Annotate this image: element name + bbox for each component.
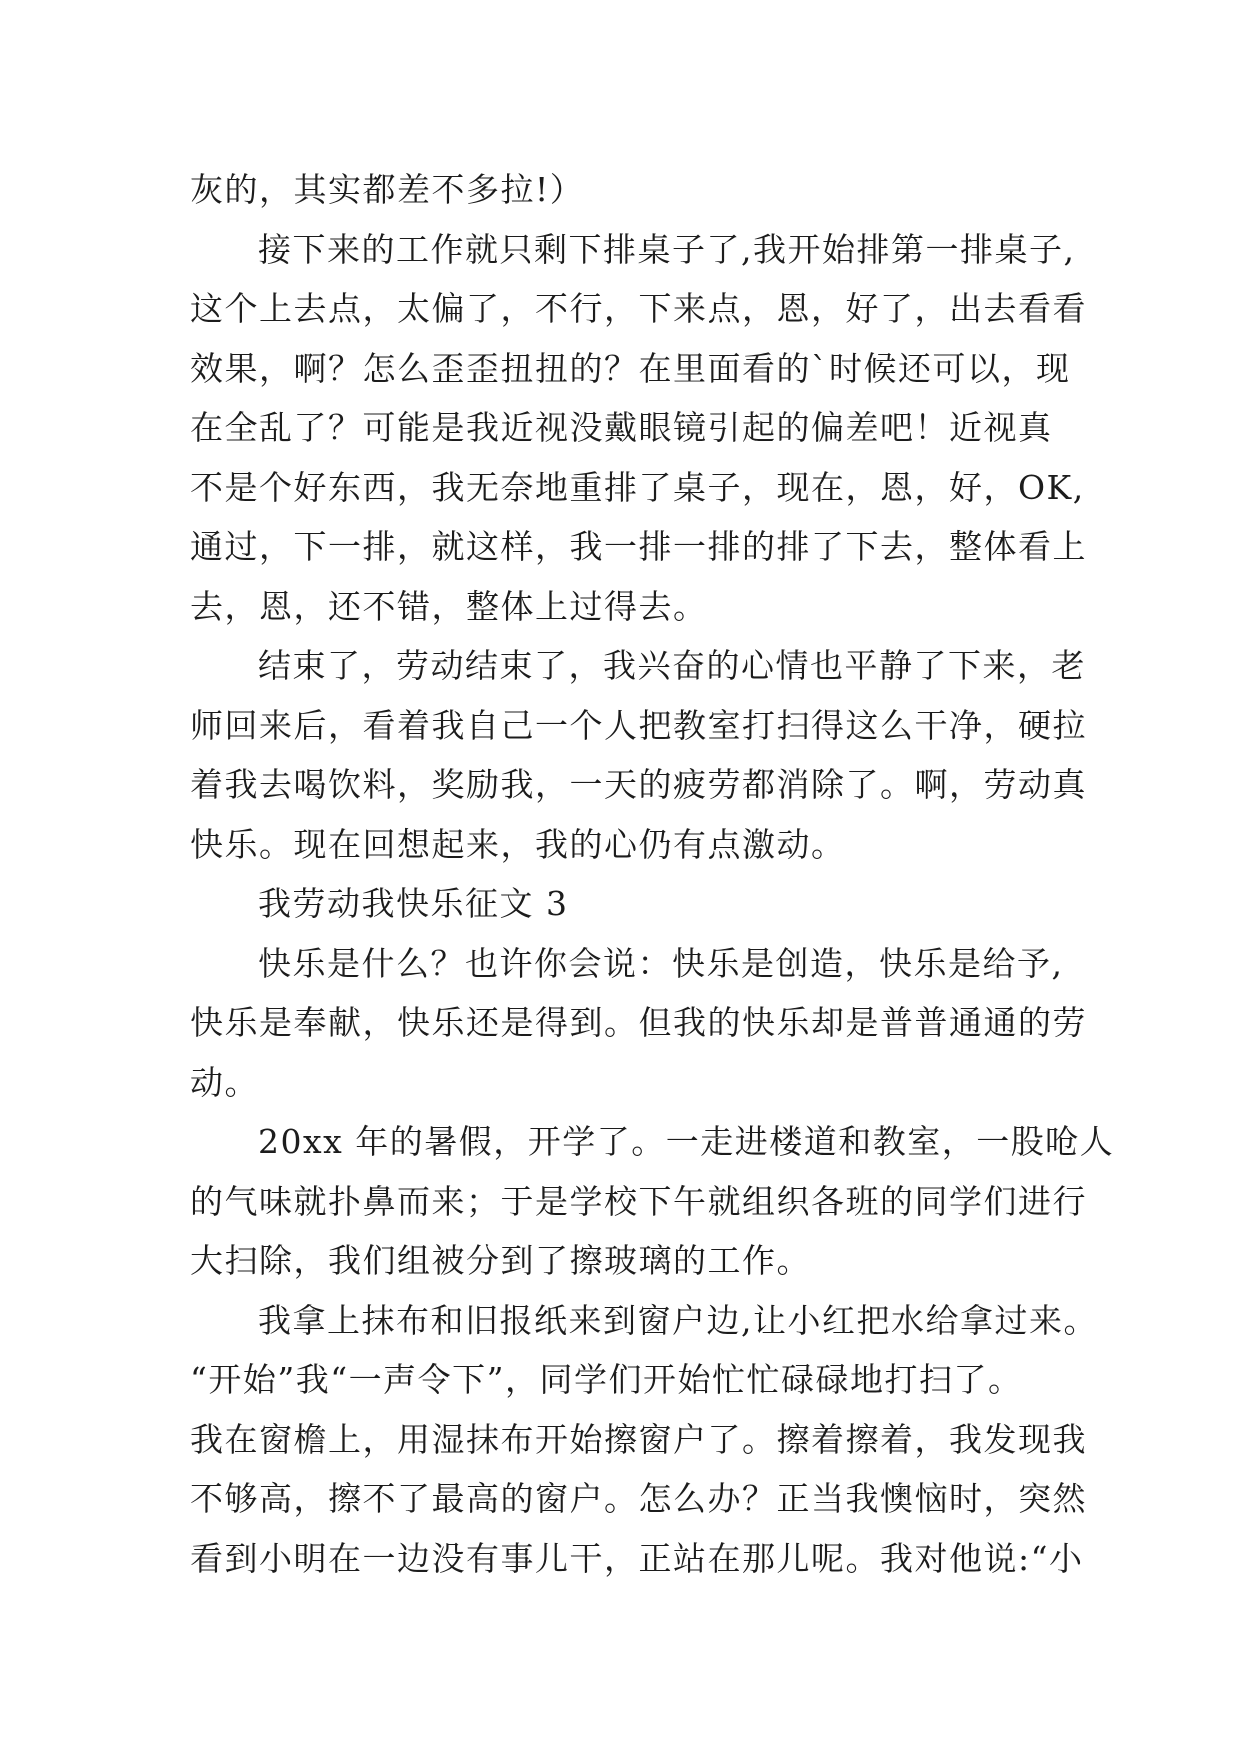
text-line: 我拿上抹布和旧报纸来到窗户边,让小红把水给拿过来。 bbox=[258, 1300, 1098, 1340]
text-line: 通过，下一排，就这样，我一排一排的排了下去，整体看上 bbox=[190, 527, 1087, 566]
text-line: 效果，啊？怎么歪歪扭扭的？在里面看的`时候还可以，现 bbox=[190, 348, 1071, 388]
text-line: 看到小明在一边没有事儿干，正站在那儿呢。我对他说:“小 bbox=[190, 1538, 1084, 1578]
text-line: 快乐是奉献，快乐还是得到。但我的快乐却是普普通通的劳 bbox=[190, 1003, 1087, 1042]
text-line: 的气味就扑鼻而来；于是学校下午就组织各班的同学们进行 bbox=[190, 1181, 1087, 1221]
text-line: 灰的，其实都差不多拉!） bbox=[190, 170, 585, 209]
text-line: 快乐。现在回想起来，我的心仍有点激动。 bbox=[190, 824, 846, 864]
text-line: 20xx 年的暑假，开学了。一走进楼道和教室，一股呛人 bbox=[258, 1122, 1115, 1161]
text-line: 动。 bbox=[190, 1062, 259, 1102]
text-line: 去，恩，还不错，整体上过得去。 bbox=[190, 586, 708, 626]
text-line: 结束了，劳动结束了，我兴奋的心情也平静了下来，老 bbox=[258, 646, 1086, 685]
text-line: 接下来的工作就只剩下排桌子了,我开始排第一排桌子, bbox=[258, 229, 1076, 269]
text-line: 大扫除，我们组被分到了擦玻璃的工作。 bbox=[190, 1241, 811, 1280]
text-line: 不是个好东西，我无奈地重排了桌子，现在，恩，好，OK, bbox=[190, 467, 1085, 507]
text-line: 我在窗檐上，用湿抹布开始擦窗户了。擦着擦着，我发现我 bbox=[190, 1419, 1087, 1459]
text-line: 快乐是什么？也许你会说：快乐是创造，快乐是给予, bbox=[258, 943, 1064, 983]
text-line: 着我去喝饮料，奖励我，一天的疲劳都消除了。啊，劳动真 bbox=[190, 765, 1087, 804]
body-text bbox=[190, 160, 1115, 1588]
text-line: 这个上去点，太偏了，不行，下来点，恩，好了，出去看看 bbox=[190, 289, 1087, 328]
text-line: 不够高，擦不了最高的窗户。怎么办？正当我懊恼时，突然 bbox=[190, 1479, 1087, 1518]
text-line: 我劳动我快乐征文 3 bbox=[258, 884, 569, 923]
text-line: 师回来后，看着我自己一个人把教室打扫得这么干净，硬拉 bbox=[190, 705, 1087, 745]
text-line: 在全乱了？可能是我近视没戴眼镜引起的偏差吧！近视真 bbox=[190, 408, 1053, 447]
text-line: “开始”我“一声令下”，同学们开始忙忙碌碌地打扫了。 bbox=[190, 1360, 1023, 1399]
